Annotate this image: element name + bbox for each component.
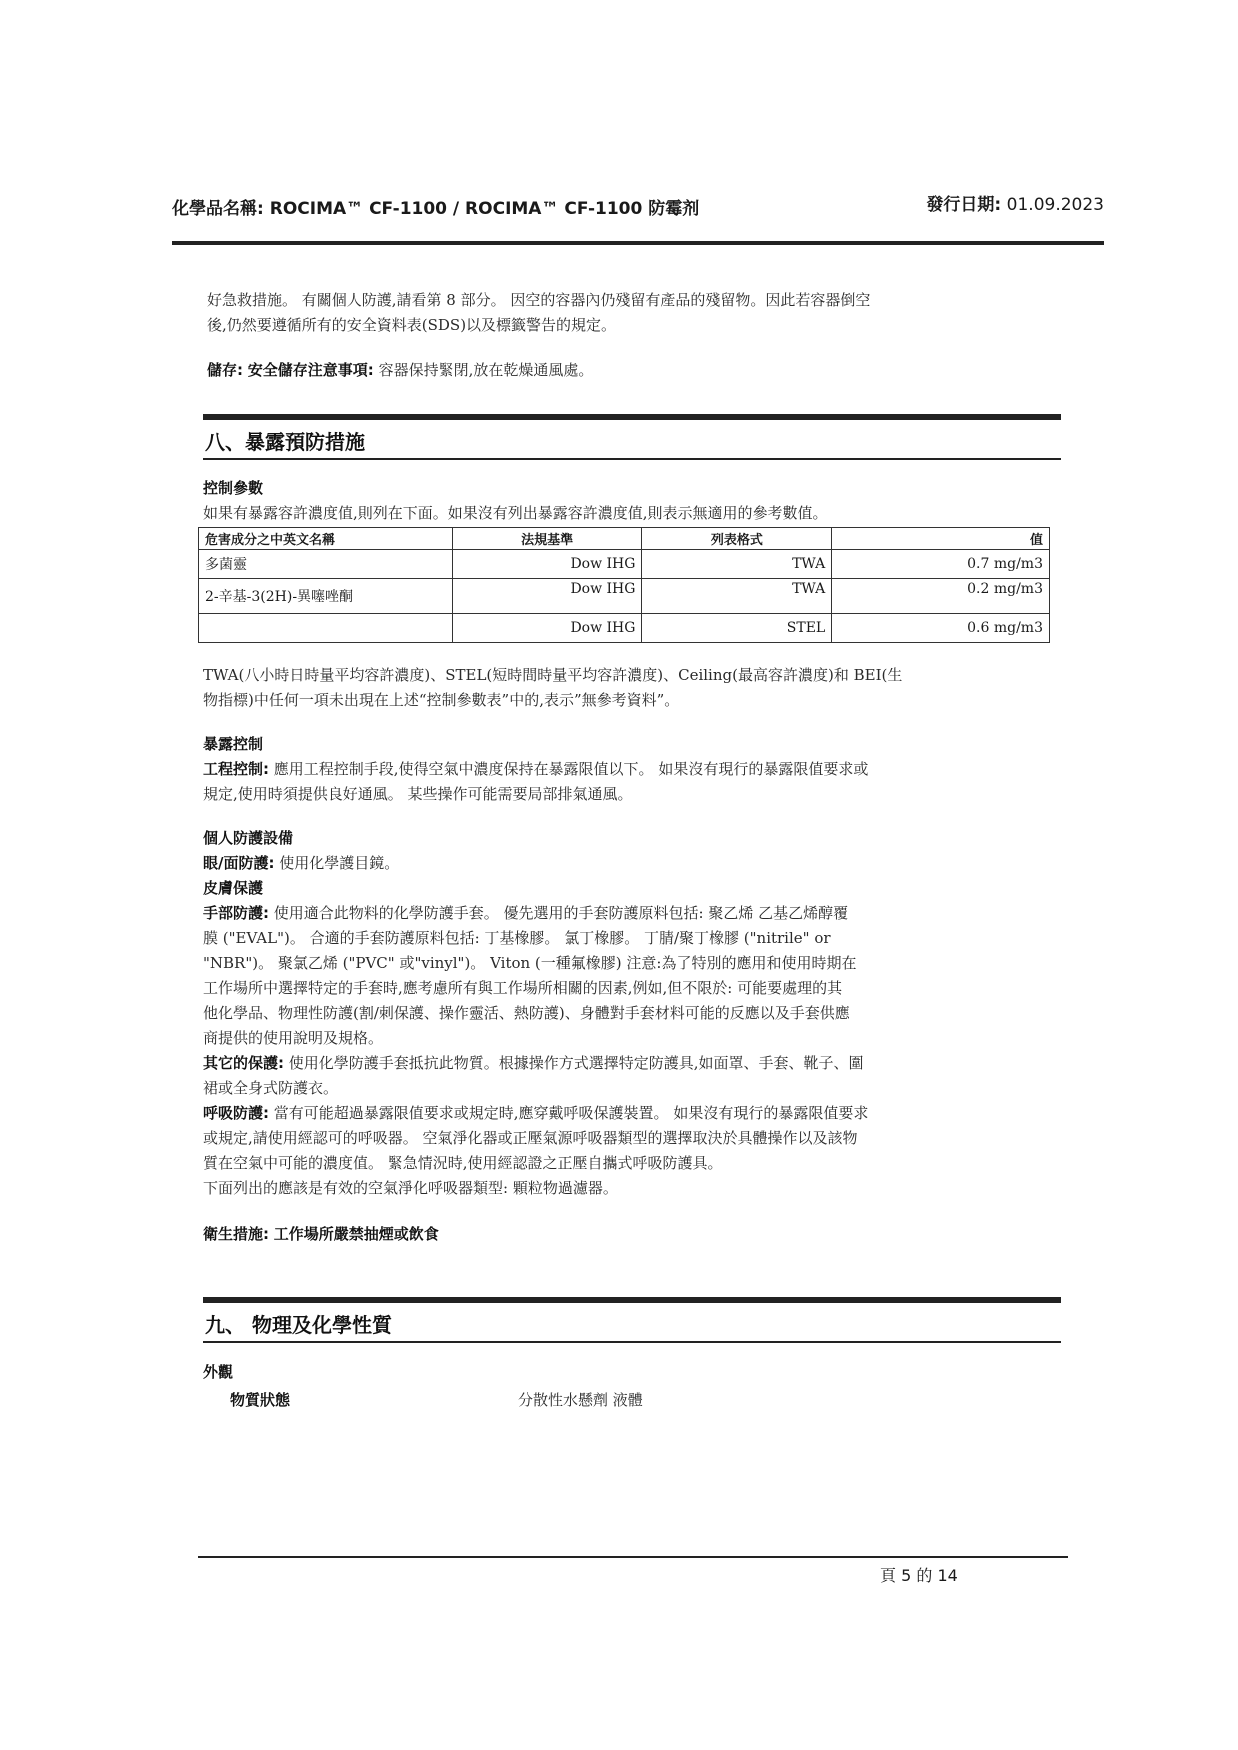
exposure-control-label: 暴露控制 bbox=[203, 735, 264, 753]
hand-protection-text: 他化學品、物理性防護(割/刺保護、操作靈活、熱防護)、身體對手套材料可能的反應以及手套供應 bbox=[203, 1004, 850, 1022]
engineering-control-label: 工程控制: bbox=[203, 760, 269, 778]
table-header-cell: 值 bbox=[832, 528, 1050, 550]
respiratory-protection-text: 或規定,請使用經認可的呼吸器。 空氣淨化器或正壓氣源呼吸器類型的選擇取決於具體操作以及該物 bbox=[203, 1129, 858, 1147]
physical-state-label: 物質狀態 bbox=[230, 1391, 291, 1409]
storage-sublabel: 安全儲存注意事項: bbox=[247, 361, 374, 379]
table-header-cell: 列表格式 bbox=[642, 528, 832, 550]
respiratory-protection-text: 當有可能超過暴露限值要求或規定時,應穿戴呼吸保護裝置。 如果沒有現行的暴露限值要求 bbox=[273, 1104, 869, 1122]
control-params bbox=[203, 476, 828, 526]
appearance-label: 外觀 bbox=[203, 1363, 234, 1381]
header-divider bbox=[172, 241, 1104, 245]
table-row bbox=[199, 579, 1050, 614]
storage-label: 儲存: bbox=[207, 361, 243, 379]
hand-protection-text: 膜 ("EVAL")。 合適的手套防護原料包括: 丁基橡膠。 氯丁橡膠。 丁腈/聚丁橡膠 ("nitrile" or bbox=[203, 929, 831, 947]
table-cell-value: 0.2 mg/m3 bbox=[832, 579, 1050, 614]
other-protection-text: 裙或全身式防護衣。 bbox=[203, 1079, 339, 1097]
intro-paragraph bbox=[207, 288, 870, 338]
exposure-limits-table bbox=[198, 527, 1050, 643]
note-line: TWA(八小時日時量平均容許濃度)、STEL(短時間時量平均容許濃度)、Ceiling(最高容許濃度)和 BEI(生 bbox=[203, 666, 903, 684]
skin-protection-label: 皮膚保護 bbox=[203, 879, 264, 897]
table-header-cell: 法規基準 bbox=[452, 528, 642, 550]
control-params-label: 控制參數 bbox=[203, 479, 264, 497]
table-cell-regulation: Dow IHG bbox=[452, 579, 642, 614]
exposure-control bbox=[203, 732, 868, 807]
engineering-control-text: 規定,使用時須提供良好通風。 某些操作可能需要局部排氣通風。 bbox=[203, 785, 633, 803]
intro-line: 後,仍然要遵循所有的安全資料表(SDS)以及標籤警告的規定。 bbox=[207, 316, 617, 334]
exposure-note bbox=[203, 663, 902, 713]
table-row bbox=[199, 614, 1050, 643]
section-rule-thin bbox=[203, 1341, 1061, 1343]
table-row bbox=[199, 550, 1050, 579]
section-rule-thick bbox=[203, 414, 1061, 420]
respiratory-protection-label: 呼吸防護: bbox=[203, 1104, 269, 1122]
footer-divider bbox=[198, 1556, 1068, 1558]
section-9-title: 九、 物理及化學性質 bbox=[205, 1313, 392, 1337]
table-cell-value: 0.6 mg/m3 bbox=[832, 614, 1050, 643]
hand-protection-text: 商提供的使用說明及規格。 bbox=[203, 1029, 384, 1047]
table-cell-regulation: Dow IHG bbox=[452, 614, 642, 643]
table-cell-name bbox=[199, 614, 453, 643]
other-protection-label: 其它的保護: bbox=[203, 1054, 284, 1072]
other-protection-text: 使用化學防護手套抵抗此物質。根據操作方式選擇特定防護具,如面罩、手套、靴子、圍 bbox=[288, 1054, 864, 1072]
section-rule-thin bbox=[203, 458, 1061, 460]
storage-line bbox=[207, 358, 593, 383]
document-header bbox=[172, 190, 1104, 220]
storage-text: 容器保持緊閉,放在乾燥通風處。 bbox=[378, 361, 594, 379]
issue-date bbox=[926, 190, 1104, 215]
control-params-text: 如果有暴露容許濃度值,則列在下面。如果沒有列出暴露容許濃度值,則表示無適用的參考數值。 bbox=[203, 504, 828, 522]
chemical-name bbox=[172, 194, 699, 219]
hand-protection-text: 工作場所中選擇特定的手套時,應考慮所有與工作場所相關的因素,例如,但不限於: 可能要處理的其 bbox=[203, 979, 843, 997]
table-cell-name: 多菌靈 bbox=[199, 550, 453, 579]
hand-protection-text: 使用適合此物料的化學防護手套。 優先選用的手套防護原料包括: 聚乙烯 乙基乙烯醇覆 bbox=[273, 904, 849, 922]
issue-date-value: 01.09.2023 bbox=[1006, 195, 1104, 215]
physical-state-value: 分散性水懸劑 液體 bbox=[518, 1391, 643, 1409]
hand-protection-label: 手部防護: bbox=[203, 904, 269, 922]
table-cell-regulation: Dow IHG bbox=[452, 550, 642, 579]
section-rule-thick bbox=[203, 1297, 1061, 1303]
hygiene-line bbox=[203, 1222, 439, 1247]
table-header-cell: 危害成分之中英文名稱 bbox=[199, 528, 453, 550]
table-cell-name: 2-辛基-3(2H)-異噻唑酮 bbox=[199, 579, 453, 614]
eye-protection-text: 使用化學護目鏡。 bbox=[279, 854, 400, 872]
eye-protection-label: 眼/面防護: bbox=[203, 854, 275, 872]
intro-line: 好急救措施。 有關個人防護,請看第 8 部分。 因空的容器內仍殘留有產品的殘留物。因此若容器倒空 bbox=[207, 291, 871, 309]
chemical-name-value: ROCIMA™ CF-1100 / ROCIMA™ CF-1100 防霉剂 bbox=[269, 199, 700, 219]
chemical-name-label: 化學品名稱: bbox=[172, 199, 264, 219]
ppe-label: 個人防護設備 bbox=[203, 829, 294, 847]
engineering-control-text: 應用工程控制手段,使得空氣中濃度保持在暴露限值以下。 如果沒有現行的暴露限值要求或 bbox=[273, 760, 869, 778]
table-cell-format: TWA bbox=[642, 579, 832, 614]
section-8-title: 八、暴露預防措施 bbox=[205, 430, 365, 454]
table-cell-format: TWA bbox=[642, 550, 832, 579]
note-line: 物指標)中任何一項未出現在上述“控制參數表”中的,表示”無參考資料”。 bbox=[203, 691, 680, 709]
issue-date-label: 發行日期: bbox=[926, 195, 1002, 215]
table-header-row bbox=[199, 528, 1050, 550]
hand-protection-text: "NBR")。 聚氯乙烯 ("PVC" 或"vinyl")。 Viton (一種氟橡膠) 注意:為了特別的應用和使用時期在 bbox=[203, 954, 857, 972]
section-9-heading bbox=[203, 1297, 1061, 1345]
ppe-section bbox=[203, 826, 868, 1201]
hygiene-label: 衛生措施: bbox=[203, 1225, 269, 1243]
hygiene-text: 工作場所嚴禁抽煙或飲食 bbox=[273, 1225, 439, 1243]
page-number: 頁 5 的 14 bbox=[880, 1566, 958, 1585]
respiratory-protection-text: 質在空氣中可能的濃度值。 緊急情況時,使用經認證之正壓自攜式呼吸防護具。 bbox=[203, 1154, 723, 1172]
table-cell-value: 0.7 mg/m3 bbox=[832, 550, 1050, 579]
table-cell-format: STEL bbox=[642, 614, 832, 643]
respiratory-protection-text: 下面列出的應該是有效的空氣淨化呼吸器類型: 顆粒物過濾器。 bbox=[203, 1179, 618, 1197]
section-8-heading bbox=[203, 414, 1061, 462]
